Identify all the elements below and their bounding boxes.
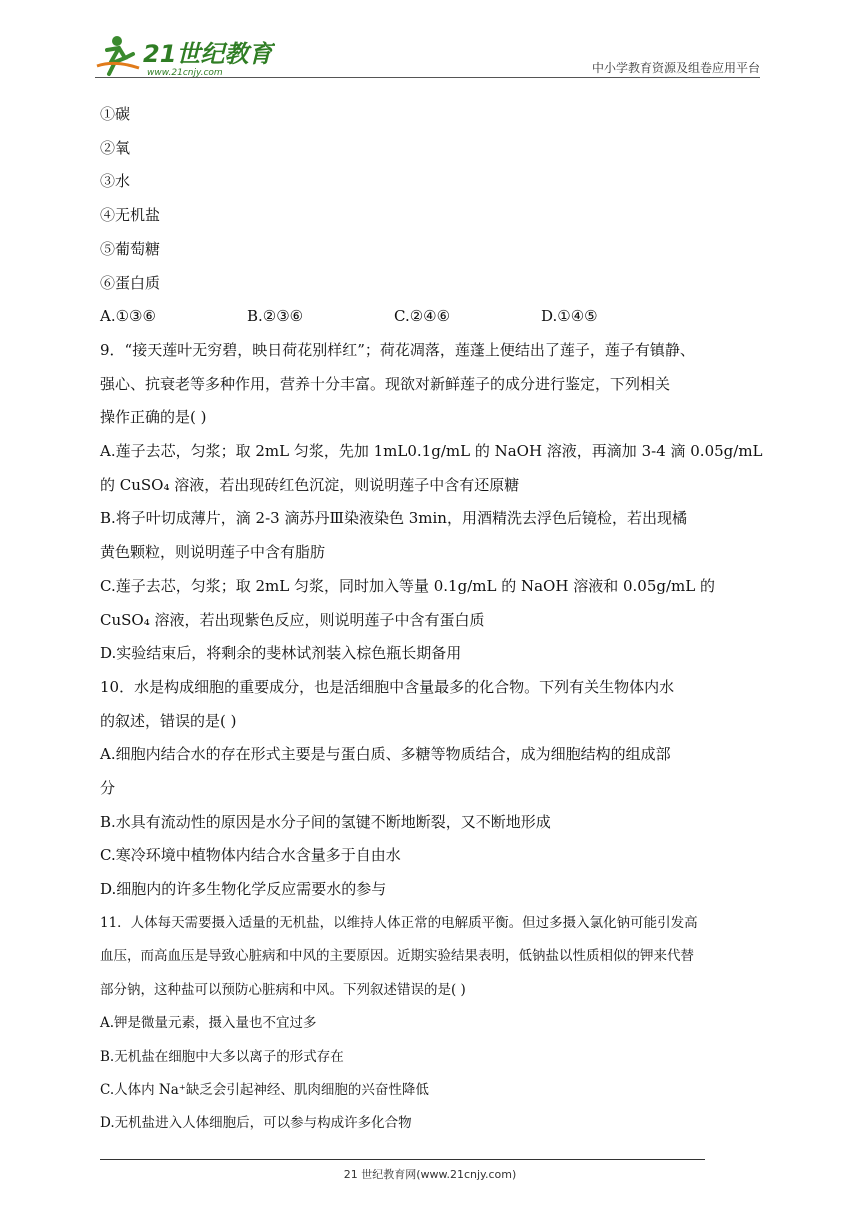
item-4: ④无机盐 xyxy=(100,206,161,225)
option-d[interactable]: D.①④⑤ xyxy=(541,307,598,326)
item-6: ⑥蛋白质 xyxy=(100,273,161,292)
question-11-option-d[interactable]: D.无机盐进入人体细胞后，可以参与构成许多化合物 xyxy=(100,1115,412,1132)
question-10-option-c[interactable]: C.寒冷环境中植物体内结合水含量多于自由水 xyxy=(100,846,401,865)
question-9-option-c[interactable]: C.莲子去芯，匀浆；取 2mL 匀浆，同时加入等量 0.1g/mL 的 NaOH 溶液和 0.05g/mL 的 xyxy=(100,576,715,595)
option-b[interactable]: B.②③⑥ xyxy=(247,307,304,326)
option-a[interactable]: A.①③⑥ xyxy=(100,307,156,326)
question-10-option-a[interactable]: A.细胞内结合水的存在形式主要是与蛋白质、多糖等物质结合，成为细胞结构的组成部 xyxy=(100,745,671,764)
question-10-option-d[interactable]: D.细胞内的许多生物化学反应需要水的参与 xyxy=(100,880,387,899)
question-10-option-a-cont: 分 xyxy=(100,779,116,798)
question-9-option-a[interactable]: A.莲子去芯，匀浆；取 2mL 匀浆，先加 1mL0.1g/mL 的 NaOH 溶液，再滴加 3-4 滴 0.05g/mL xyxy=(100,442,763,461)
question-9-stem-1: 9．“接天莲叶无穷碧，映日荷花别样红”；荷花凋落，莲蓬上便结出了莲子，莲子有镇静、 xyxy=(100,340,695,359)
question-9-stem-3: 操作正确的是( ) xyxy=(100,408,207,427)
question-11 xyxy=(100,907,760,1141)
svg-text:www.21cnjy.com: www.21cnjy.com xyxy=(147,68,223,78)
footer-divider xyxy=(100,1159,705,1160)
svg-text:21世纪教育: 21世纪教育 xyxy=(143,40,273,68)
question-9-option-a-cont: 的 CuSO₄ 溶液，若出现砖红色沉淀，则说明莲子中含有还原糖 xyxy=(100,475,520,494)
page-header xyxy=(95,32,760,80)
question-9-option-c-cont: CuSO₄ 溶液，若出现紫色反应，则说明莲子中含有蛋白质 xyxy=(100,610,485,629)
item-5: ⑤葡萄糖 xyxy=(100,239,161,258)
platform-name: 中小学教育资源及组卷应用平台 xyxy=(591,61,760,75)
question-11-stem-2: 血压，而高血压是导致心脏病和中风的主要原因。近期实验结果表明，低钠盐以性质相似的钾来代替 xyxy=(100,948,694,965)
question-9-option-b-cont: 黄色颗粒，则说明莲子中含有脂肪 xyxy=(100,543,326,562)
question-9-stem-2: 强心、抗衰老等多种作用，营养十分丰富。现欲对新鲜莲子的成分进行鉴定，下列相关 xyxy=(100,374,671,393)
question-11-option-b[interactable]: B.无机盐在细胞中大多以离子的形式存在 xyxy=(100,1048,344,1065)
site-logo[interactable] xyxy=(95,32,275,78)
question-10 xyxy=(100,671,760,907)
question-11-option-a[interactable]: A.钾是微量元素，摄入量也不宜过多 xyxy=(100,1015,317,1032)
question-11-stem-1: 11．人体每天需要摄入适量的无机盐，以维持人体正常的电解质平衡。但过多摄入氯化钠可能引发高 xyxy=(100,914,698,931)
runner-logo-icon xyxy=(95,32,275,78)
question-10-stem-1: 10．水是构成细胞的重要成分，也是活细胞中含量最多的化合物。下列有关生物体内水 xyxy=(100,677,675,696)
option-c[interactable]: C.②④⑥ xyxy=(394,307,451,326)
header-divider xyxy=(95,77,760,78)
item-1: ①碳 xyxy=(100,105,131,123)
question-8-items xyxy=(100,98,760,334)
question-9-option-d[interactable]: D.实验结束后，将剩余的斐林试剂装入棕色瓶长期备用 xyxy=(100,644,462,663)
question-11-option-c[interactable]: C.人体内 Na⁺缺乏会引起神经、肌肉细胞的兴奋性降低 xyxy=(100,1081,429,1098)
page-content xyxy=(100,98,763,1141)
question-10-option-b[interactable]: B.水具有流动性的原因是水分子间的氢键不断地断裂，又不断地形成 xyxy=(100,812,551,831)
question-9 xyxy=(100,334,763,671)
question-9-option-b[interactable]: B.将子叶切成薄片，滴 2-3 滴苏丹Ⅲ染液染色 3min，用酒精洗去浮色后镜检，若出现橘 xyxy=(100,509,687,528)
item-2: ②氧 xyxy=(100,138,131,157)
question-11-stem-3: 部分钠，这种盐可以预防心脏病和中风。下列叙述错误的是( ) xyxy=(100,981,466,998)
item-3: ③水 xyxy=(100,172,131,191)
page-footer[interactable]: 21 世纪教育网(www.21cnjy.com) xyxy=(343,1168,517,1181)
question-10-stem-2: 的叙述，错误的是( ) xyxy=(100,711,237,730)
question-8-options xyxy=(100,300,760,334)
